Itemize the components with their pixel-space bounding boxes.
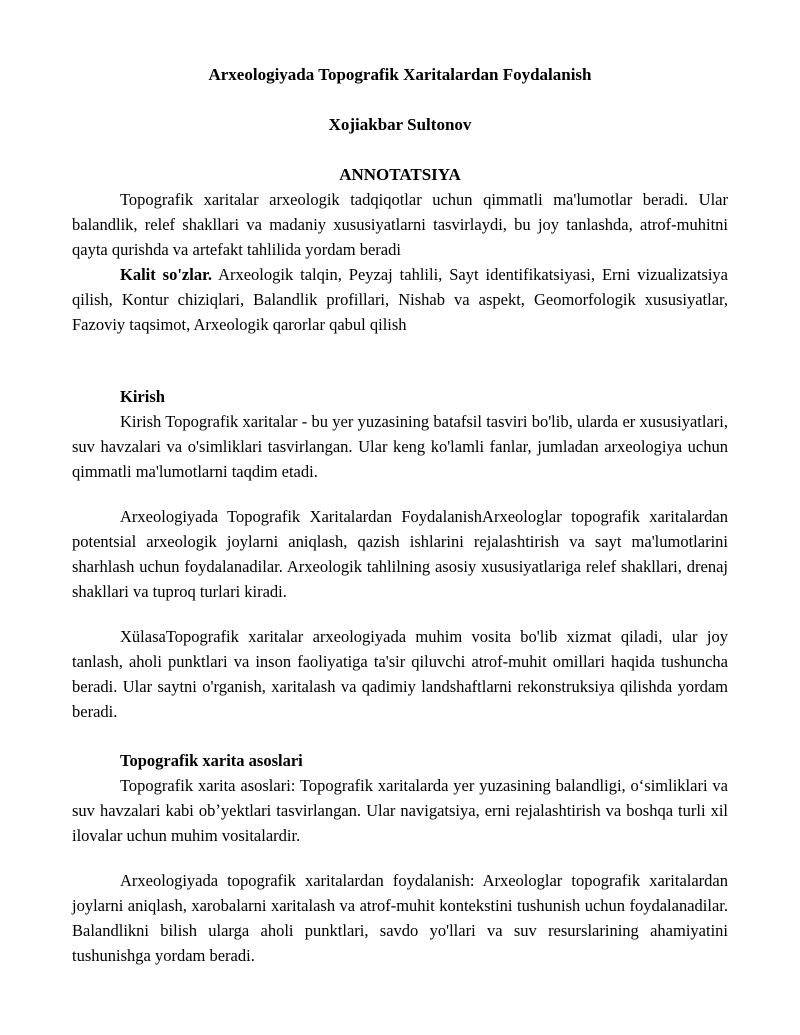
kirish-paragraph-3: XülasaTopografik xaritalar arxeologiyada muhim vosita bo'lib xizmat qiladi, ular joy tanlash, aholi punktlari va inson faoliyatiga ta'sir qiluvchi atrof-muhit omillari haqida tushuncha beradi. Ular saytni o'rganish, xaritalash va qadimiy landshaftlarni rekonstruksiya qilishda yordam beradi. [72,627,728,721]
kirish-paragraph-1: Kirish Topografik xaritalar - bu yer yuzasining batafsil tasviri bo'lib, ularda er xususiyatlari, suv havzalari va o'simliklari tasvirlangan. Ular keng ko'lamli fanlar, jumladan arxeologiya uchun qimmatli ma'lumotlarni taqdim etadi. [72,412,728,481]
keywords-paragraph [72,262,728,337]
kirish-heading: Kirish [120,387,165,406]
document-author: Xojiakbar Sultonov [328,115,472,134]
keywords-label: Kalit so'zlar. [120,265,213,284]
asoslar-heading: Topografik xarita asoslari [120,751,303,770]
asoslar-paragraph-1: Topografik xarita asoslari: Topografik xaritalarda yer yuzasining balandligi, oʻsimliklari va suv havzalari kabi obʼyektlari tasvirlangan. Ular navigatsiya, erni rejalashtirish va boshqa turli xil ilovalar uchun muhim vositalardir. [72,776,728,845]
kirish-paragraph-2: Arxeologiyada Topografik Xaritalardan FoydalanishArxeologlar topografik xaritalardan potentsial arxeologik joylarni aniqlash, qazish ishlarini rejalashtirish va sayt ma'lumotlarini sharhlash uchun foydalanadilar. Arxeologik tahlilning asosiy xususiyatlariga relef shakllari, drenaj shakllari va tuproq turlari kiradi. [72,507,728,601]
annotation-paragraph: Topografik xaritalar arxeologik tadqiqotlar uchun qimmatli ma'lumotlar beradi. Ular balandlik, relef shakllari va madaniy xususiyatlarni tasvirlaydi, bu joy tanlashda, atrof-muhitni qayta qurishda va artefakt tahlilida yordam beradi [72,190,728,259]
asoslar-paragraph-2: Arxeologiyada topografik xaritalardan foydalanish: Arxeologlar topografik xaritalardan joylarni aniqlash, xarobalarni xaritalash va atrof-muhit kontekstini tushunish uchun foydalanadilar. Balandlikni bilish ularga aholi punktlari, savdo yo'llari va suv resurslarining ahamiyatini tushunishga yordam beradi. [72,871,728,965]
annotation-heading: ANNOTATSIYA [339,165,461,184]
document-title: Arxeologiyada Topografik Xaritalardan Foydalanish [208,65,592,84]
keywords-text: Arxeologik talqin, Peyzaj tahlili, Sayt identifikatsiyasi, Erni vizualizatsiya qilish, Kontur chiziqlari, Balandlik profillari, Nishab va aspekt, Geomorfologik xususiyatlar, Fazoviy taqsimot, Arxeologik qarorlar qabul qilish [72,265,728,334]
